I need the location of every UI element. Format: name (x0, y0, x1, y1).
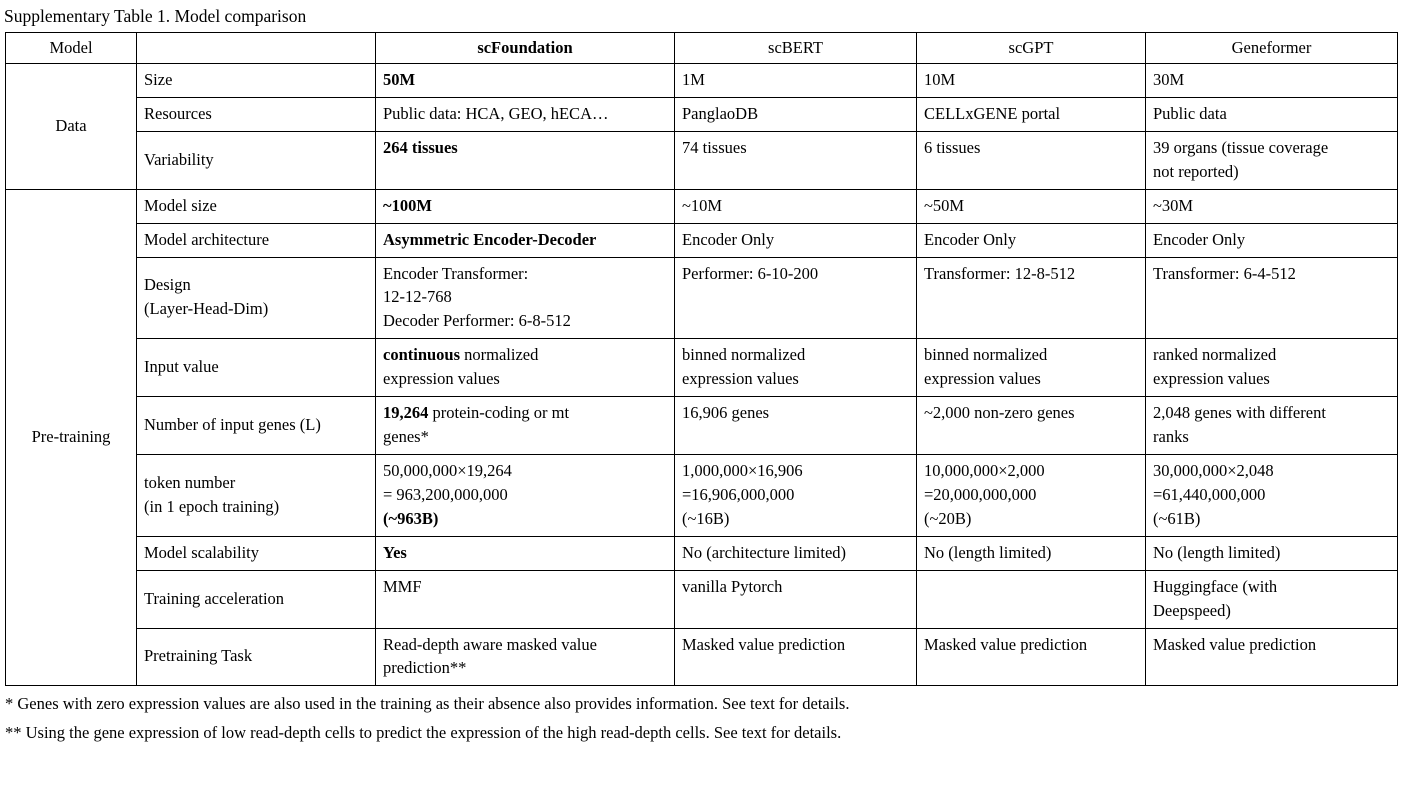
cell-line: Read-depth aware masked value (383, 634, 597, 654)
cell-line: 39 organs (tissue coverage (1153, 137, 1329, 157)
attribute-line: (in 1 epoch training) (144, 496, 280, 516)
attribute-label: Input value (137, 339, 376, 397)
cell-line: binned normalized (924, 345, 1048, 365)
cell-scbert: vanilla Pytorch (675, 570, 917, 628)
cell-line (383, 343, 667, 367)
table-row (6, 131, 1398, 189)
attribute-label: Size (137, 64, 376, 98)
cell-line: (~963B) (383, 508, 439, 528)
cell-line: =61,440,000,000 (1153, 484, 1266, 504)
cell-scgpt: 10M (917, 64, 1146, 98)
cell-scbert: Encoder Only (675, 223, 917, 257)
cell-scfoundation (376, 628, 675, 686)
cell-line: 50,000,000×19,264 (383, 460, 512, 480)
cell-scfoundation (376, 397, 675, 455)
cell-scfoundation (376, 454, 675, 536)
attribute-label: Training acceleration (137, 570, 376, 628)
cell-scgpt (917, 570, 1146, 628)
cell-scfoundation: 50M (376, 64, 675, 98)
header-scbert: scBERT (675, 33, 917, 64)
cell-line: =20,000,000,000 (924, 484, 1037, 504)
attribute-label: Variability (137, 131, 376, 189)
emphasis: 19,264 (383, 403, 429, 423)
cell-geneformer: 30M (1146, 64, 1398, 98)
cell-scbert: No (architecture limited) (675, 536, 917, 570)
cell-scbert (675, 339, 917, 397)
group-label-data: Data (6, 64, 137, 190)
footnote-single-asterisk: * Genes with zero expression values are also used in the training as their absence also provides information. See text for details. (5, 694, 850, 714)
cell-scfoundation (376, 257, 675, 339)
cell-scfoundation: Public data: HCA, GEO, hECA… (376, 97, 675, 131)
cell-line: ranked normalized (1153, 345, 1277, 365)
cell-geneformer (1146, 570, 1398, 628)
cell-line: =16,906,000,000 (682, 484, 795, 504)
cell-scbert: 74 tissues (675, 131, 917, 189)
cell-line: (~20B) (924, 508, 972, 528)
table-row (6, 189, 1398, 223)
table-header-row (6, 33, 1398, 64)
attribute-label: Resources (137, 97, 376, 131)
cell-scbert: 16,906 genes (675, 397, 917, 455)
cell-scfoundation: MMF (376, 570, 675, 628)
cell-line: 30,000,000×2,048 (1153, 460, 1274, 480)
cell-scgpt: CELLxGENE portal (917, 97, 1146, 131)
table-row (6, 339, 1398, 397)
cell-scgpt: Transformer: 12-8-512 (917, 257, 1146, 339)
header-geneformer: Geneformer (1146, 33, 1398, 64)
cell-text: normalized (460, 345, 539, 365)
cell-line: 10,000,000×2,000 (924, 460, 1045, 480)
cell-scgpt (917, 454, 1146, 536)
cell-geneformer (1146, 131, 1398, 189)
attribute-label: Number of input genes (L) (137, 397, 376, 455)
cell-scgpt: Masked value prediction (917, 628, 1146, 686)
table-row (6, 570, 1398, 628)
cell-scbert: ~10M (675, 189, 917, 223)
attribute-line: token number (144, 472, 236, 492)
table-row (6, 454, 1398, 536)
cell-geneformer: Transformer: 6-4-512 (1146, 257, 1398, 339)
cell-geneformer: No (length limited) (1146, 536, 1398, 570)
cell-geneformer (1146, 339, 1398, 397)
cell-geneformer: Public data (1146, 97, 1398, 131)
cell-scgpt: ~50M (917, 189, 1146, 223)
cell-line: (~16B) (682, 508, 730, 528)
emphasis: continuous (383, 345, 461, 365)
cell-scgpt (917, 339, 1146, 397)
cell-line: expression values (1153, 369, 1270, 389)
cell-line: prediction** (383, 658, 467, 678)
header-model-label: Model (6, 33, 137, 64)
cell-geneformer: Masked value prediction (1146, 628, 1398, 686)
cell-scbert: PanglaoDB (675, 97, 917, 131)
cell-geneformer: ~30M (1146, 189, 1398, 223)
cell-line: 1,000,000×16,906 (682, 460, 803, 480)
cell-line: binned normalized (682, 345, 806, 365)
cell-line: Huggingface (with (1153, 576, 1278, 596)
table-row (6, 257, 1398, 339)
attribute-line: Design (144, 275, 191, 295)
group-label-pretraining: Pre-training (6, 189, 137, 686)
cell-scfoundation: ~100M (376, 189, 675, 223)
cell-line: expression values (383, 369, 500, 389)
cell-scgpt: No (length limited) (917, 536, 1146, 570)
cell-line (383, 401, 667, 425)
cell-text: protein-coding or mt (428, 403, 570, 423)
cell-line: not reported) (1153, 161, 1239, 181)
table-row (6, 97, 1398, 131)
cell-scfoundation: Yes (376, 536, 675, 570)
cell-scfoundation: Asymmetric Encoder-Decoder (376, 223, 675, 257)
cell-scfoundation (376, 339, 675, 397)
table-row (6, 628, 1398, 686)
cell-geneformer (1146, 397, 1398, 455)
cell-line: Encoder Transformer: (383, 263, 529, 283)
attribute-line: (Layer-Head-Dim) (144, 299, 269, 319)
table-row (6, 223, 1398, 257)
attribute-label (137, 257, 376, 339)
cell-line: expression values (924, 369, 1041, 389)
cell-scbert: Masked value prediction (675, 628, 917, 686)
header-scgpt: scGPT (917, 33, 1146, 64)
cell-scgpt: 6 tissues (917, 131, 1146, 189)
attribute-label: Model architecture (137, 223, 376, 257)
cell-scgpt: ~2,000 non-zero genes (917, 397, 1146, 455)
cell-line: Decoder Performer: 6-8-512 (383, 311, 571, 331)
cell-scfoundation: 264 tissues (376, 131, 675, 189)
attribute-label (137, 454, 376, 536)
cell-line: ranks (1153, 427, 1189, 447)
cell-scgpt: Encoder Only (917, 223, 1146, 257)
cell-line: genes* (383, 427, 429, 447)
cell-line: Deepspeed) (1153, 600, 1231, 620)
cell-scbert (675, 454, 917, 536)
attribute-label: Model size (137, 189, 376, 223)
cell-line: = 963,200,000,000 (383, 484, 508, 504)
model-comparison-table (5, 32, 1398, 686)
table-row (6, 64, 1398, 98)
cell-scbert: Performer: 6-10-200 (675, 257, 917, 339)
table-row (6, 397, 1398, 455)
cell-line: expression values (682, 369, 799, 389)
cell-line: 2,048 genes with different (1153, 403, 1326, 423)
table-row (6, 536, 1398, 570)
footnote-double-asterisk: ** Using the gene expression of low read-depth cells to predict the expression of the high read-depth cells. See text for details. (5, 722, 842, 742)
attribute-label: Pretraining Task (137, 628, 376, 686)
page-title: Supplementary Table 1. Model comparison (4, 6, 307, 26)
cell-line: (~61B) (1153, 508, 1201, 528)
cell-scbert: 1M (675, 64, 917, 98)
attribute-label: Model scalability (137, 536, 376, 570)
cell-geneformer: Encoder Only (1146, 223, 1398, 257)
cell-geneformer (1146, 454, 1398, 536)
header-scfoundation: scFoundation (376, 33, 675, 64)
header-attribute-blank (137, 33, 376, 64)
cell-line: 12-12-768 (383, 287, 452, 307)
